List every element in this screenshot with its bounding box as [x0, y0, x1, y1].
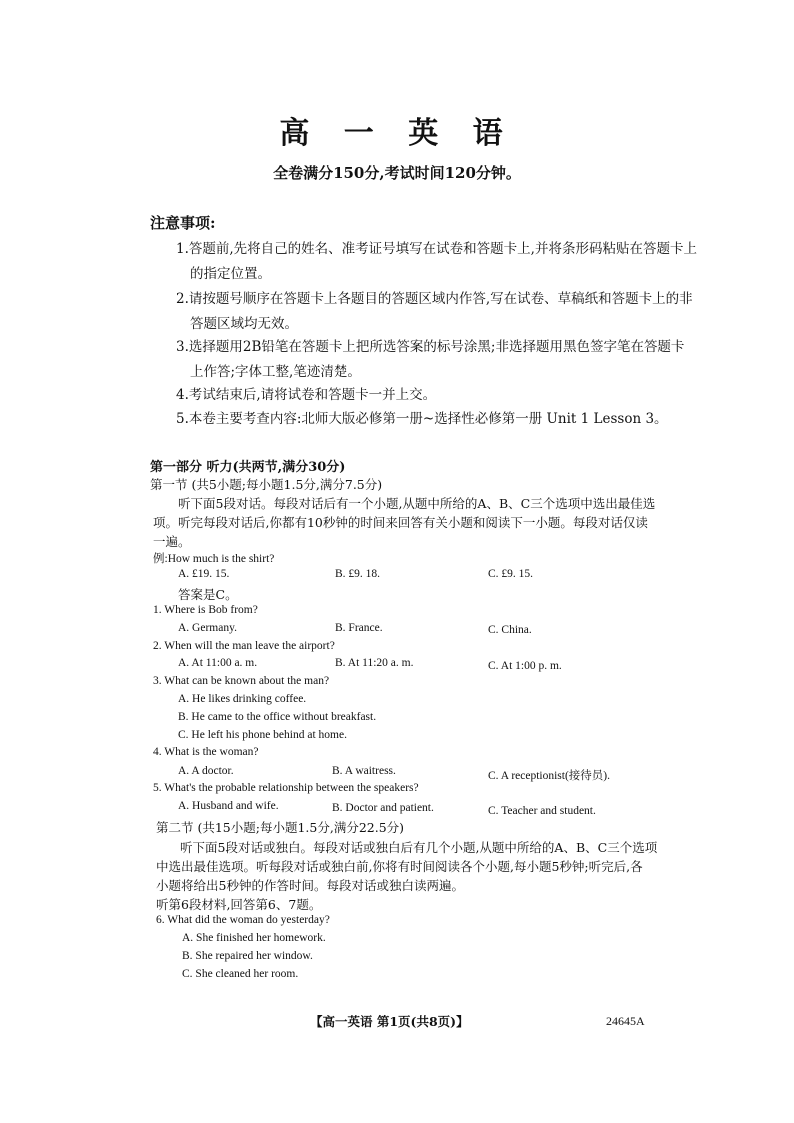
section2-instruction: 小题将给出5秒钟的作答时间。每段对话或独白读两遍。 — [156, 878, 464, 893]
notice-item-cont: 答题区域均无效。 — [190, 316, 298, 332]
example-answer: 答案是C。 — [178, 587, 238, 602]
page-subtitle: 全卷满分150分,考试时间120分钟。 — [273, 164, 521, 182]
section1-instruction: 项。听完每段对话后,你都有10秒钟的时间来回答有关小题和阅读下一小题。每段对话仅读 — [153, 515, 648, 530]
option-a: A. Germany. — [178, 622, 237, 634]
example-question: 例:How much is the shirt? — [153, 553, 275, 565]
question-text: 5. What's the probable relationship between the speakers? — [153, 782, 419, 794]
notice-item: 4.考试结束后,请将试卷和答题卡一并上交。 — [176, 387, 437, 403]
question-text: 2. When will the man leave the airport? — [153, 640, 335, 652]
notice-item: 2.请按题号顺序在答题卡上各题目的答题区域内作答,写在试卷、草稿纸和答题卡上的非 — [176, 291, 693, 307]
option-b: B. France. — [335, 622, 383, 634]
question-text: 6. What did the woman do yesterday? — [156, 914, 330, 926]
notice-item-cont: 的指定位置。 — [190, 266, 271, 282]
option-a: A. Husband and wife. — [178, 800, 279, 812]
option-b: B. Doctor and patient. — [332, 802, 434, 814]
question-text: 1. Where is Bob from? — [153, 604, 258, 616]
part1-heading: 第一部分 听力(共两节,满分30分) — [150, 460, 346, 475]
option-b: B. She repaired her window. — [182, 950, 313, 962]
section2-instruction: 中选出最佳选项。听每段对话或独白前,你将有时间阅读各个小题,每小题5秒钟;听完后,各 — [156, 859, 643, 874]
option-b: B. At 11:20 a. m. — [335, 657, 414, 669]
notice-item-cont: 上作答;字体工整,笔迹清楚。 — [190, 364, 361, 380]
question-text: 4. What is the woman? — [153, 746, 259, 758]
paper-code: 24645A — [606, 1014, 645, 1028]
example-option-c: C. £9. 15. — [488, 568, 534, 580]
section2-instruction: 听下面5段对话或独白。每段对话或独白后有几个小题,从题中所给的A、B、C三个选项 — [180, 840, 658, 855]
option-c: C. Teacher and student. — [488, 805, 596, 817]
option-c: C. China. — [488, 624, 532, 636]
section1-instruction: 一遍。 — [153, 534, 191, 549]
option-c: C. At 1:00 p. m. — [488, 660, 562, 672]
option-c: C. A receptionist(接待员). — [488, 770, 611, 782]
option-a: A. She finished her homework. — [182, 932, 326, 944]
section1-heading: 第一节 (共5小题;每小题1.5分,满分7.5分) — [150, 477, 383, 492]
notice-item: 5.本卷主要考查内容:北师大版必修第一册~选择性必修第一册 Unit 1 Lesson 3。 — [176, 411, 668, 427]
question-text: 3. What can be known about the man? — [153, 675, 330, 687]
page-footer: 【高一英语 第1页(共8页)】 — [310, 1014, 469, 1029]
option-a: A. At 11:00 a. m. — [178, 657, 258, 669]
option-a: A. He likes drinking coffee. — [178, 693, 307, 705]
option-c: C. She cleaned her room. — [182, 968, 299, 980]
option-a: A. A doctor. — [178, 765, 234, 777]
notice-item: 1.答题前,先将自己的姓名、准考证号填写在试卷和答题卡上,并将条形码粘贴在答题卡上 — [176, 241, 697, 257]
section1-instruction: 听下面5段对话。每段对话后有一个小题,从题中所给的A、B、C三个选项中选出最佳选 — [178, 496, 656, 511]
option-b: B. He came to the office without breakfast. — [178, 711, 377, 723]
notice-heading: 注意事项: — [150, 214, 216, 232]
section2-material: 听第6段材料,回答第6、7题。 — [156, 897, 322, 912]
option-c: C. He left his phone behind at home. — [178, 729, 347, 741]
option-b: B. A waitress. — [332, 765, 396, 777]
notice-item: 3.选择题用2B铅笔在答题卡上把所选答案的标号涂黑;非选择题用黑色签字笔在答题卡 — [176, 339, 685, 355]
example-option-b: B. £9. 18. — [335, 568, 381, 580]
section2-heading: 第二节 (共15小题;每小题1.5分,满分22.5分) — [156, 820, 405, 835]
example-option-a: A. £19. 15. — [178, 568, 230, 580]
page-title: 高 一 英 语 — [279, 116, 515, 151]
